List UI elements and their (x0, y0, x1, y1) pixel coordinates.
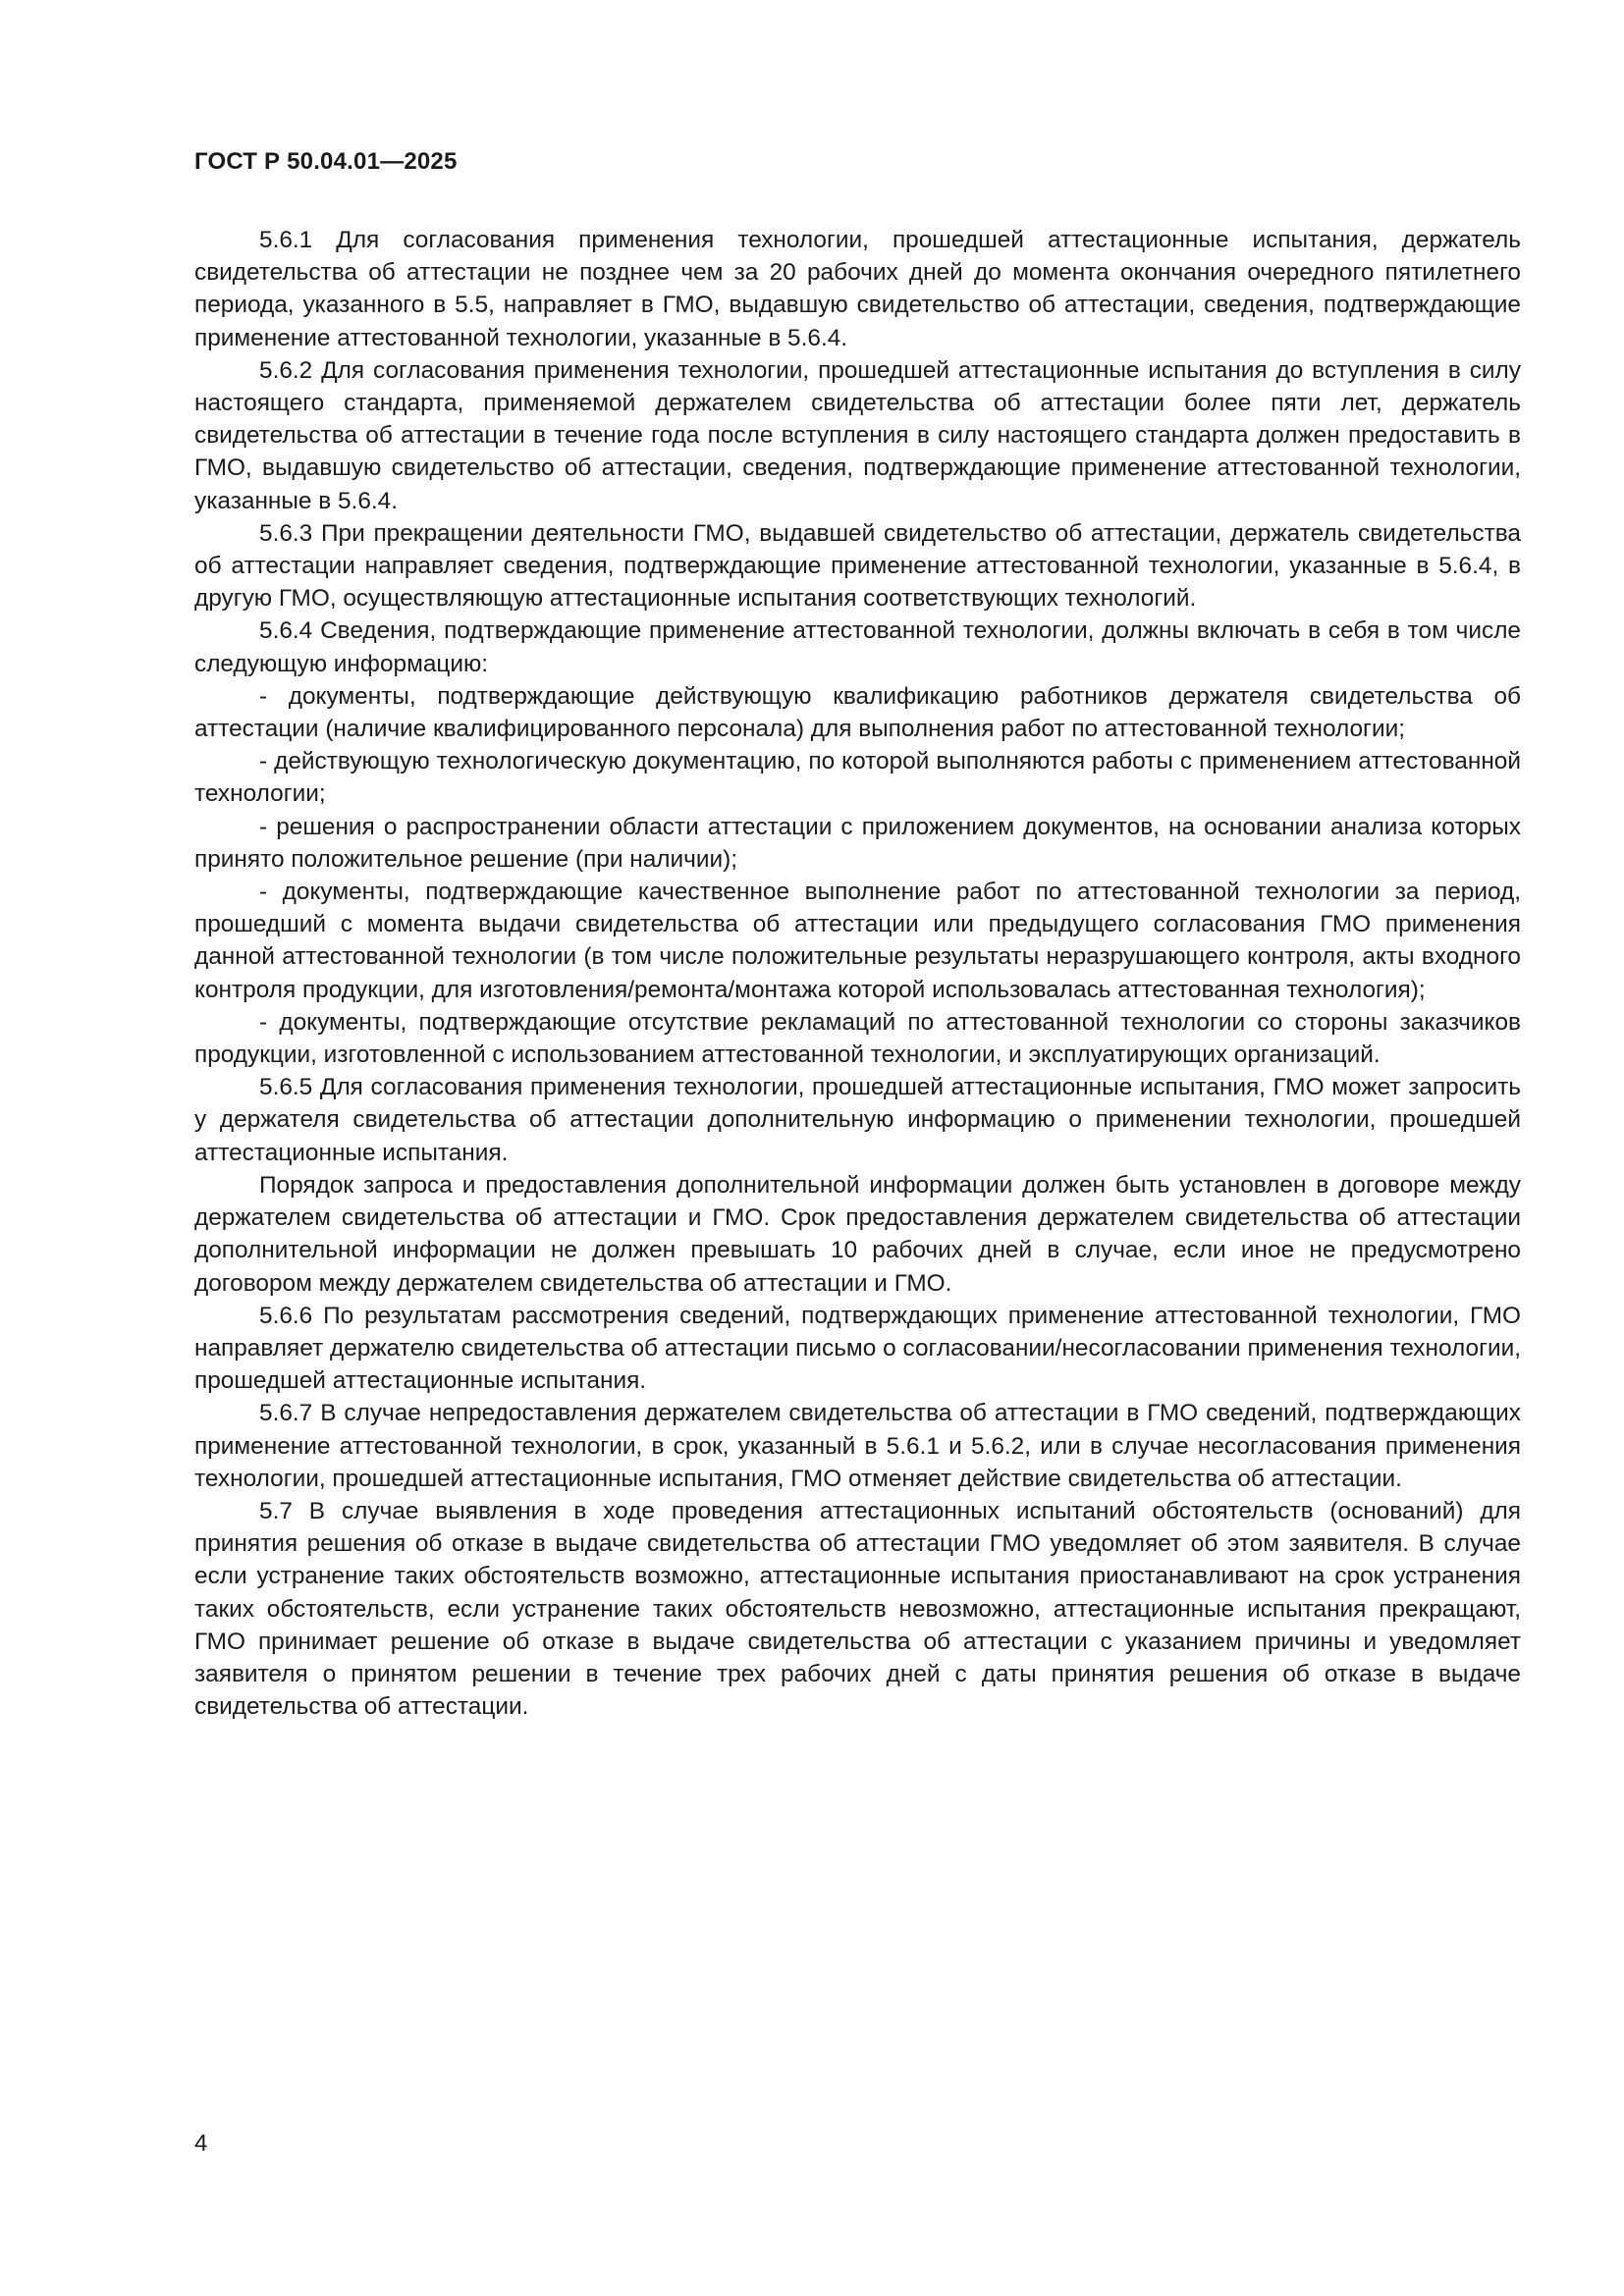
document-header: ГОСТ Р 50.04.01—2025 (194, 148, 458, 175)
paragraph-5-6-1: 5.6.1 Для согласования применения технологии, прошедшей аттестационные испытания, держатель свидетельства об аттестации не позднее чем за 20 рабочих дней до момента окончания очередного пятилетнего периода, указанного в 5.5, направляет в ГМО, выдавшую свидетельство об аттестации, сведения, подтверждающие применение аттестованной технологии, указанные в 5.6.4. (194, 227, 1521, 351)
list-item-qualification: - документы, подтверждающие действующую квалификацию работников держателя свидетельства об аттестации (наличие квалифицированного персонала) для выполнения работ по аттестованной технологии; (194, 682, 1521, 743)
paragraph-5-6-5: 5.6.5 Для согласования применения технологии, прошедшей аттестационные испытания, ГМО может запросить у держателя свидетельства об аттестации дополнительную информацию о применении технологии, прошедшей аттестационные испытания. (194, 1074, 1521, 1166)
paragraph-5-6-4: 5.6.4 Сведения, подтверждающие применение аттестованной технологии, должны включать в себя в том числе следующую информацию: (194, 617, 1521, 677)
paragraph-request-procedure: Порядок запроса и предоставления дополнительной информации должен быть установлен в договоре между держателем свидетельства об аттестации и ГМО. Срок предоставления держателем свидетельства об аттестации дополнительной информации не должен превышать 10 рабочих дней в случае, если иное не предусмотрено договором между держателем свидетельства об аттестации и ГМО. (194, 1171, 1521, 1297)
paragraph-5-6-2: 5.6.2 Для согласования применения технологии, прошедшей аттестационные испытания до вступления в силу настоящего стандарта, применяемой держателем свидетельства об аттестации более пяти лет, держатель свидетельства об аттестации в течение года после вступления в силу настоящего стандарта должен предоставить в ГМО, выдавшую свидетельство об аттестации, сведения, подтверждающие применение аттестованной технологии, указанные в 5.6.4. (194, 356, 1521, 514)
list-item-no-complaints: - документы, подтверждающие отсутствие рекламаций по аттестованной технологии со стороны заказчиков продукции, изготовленной с использованием аттестованной технологии, и эксплуатирующих организаций. (194, 1008, 1521, 1069)
list-item-area-extension: - решения о распространении области аттестации с приложением документов, на основании анализа которых принято положительное решение (при наличии); (194, 813, 1521, 873)
document-body (194, 224, 1521, 1723)
paragraph-5-6-7: 5.6.7 В случае непредоставления держателем свидетельства об аттестации в ГМО сведений, подтверждающих применение аттестованной технологии, в срок, указанный в 5.6.1 и 5.6.2, или в случае несогласования применения технологии, прошедшей аттестационные испытания, ГМО отменяет действие свидетельства об аттестации. (194, 1400, 1521, 1492)
paragraph-5-6-3: 5.6.3 При прекращении деятельности ГМО, выдавшей свидетельство об аттестации, держатель свидетельства об аттестации направляет сведения, подтверждающие применение аттестованной технологии, указанные в 5.6.4, в другую ГМО, осуществляющую аттестационные испытания соответствующих технологий. (194, 519, 1521, 613)
list-item-tech-documentation: - действующую технологическую документацию, по которой выполняются работы с применением аттестованной технологии; (194, 748, 1521, 808)
page-number: 4 (194, 2130, 208, 2157)
paragraph-5-7: 5.7 В случае выявления в ходе проведения аттестационных испытаний обстоятельств (оснований) для принятия решения об отказе в выдаче свидетельства об аттестации ГМО уведомляет об этом заявителя. В случае если устранение таких обстоятельств возможно, аттестационные испытания приостанавливают на срок устранения таких обстоятельств, если устранение таких обстоятельств невозможно, аттестационные испытания прекращают, ГМО принимает решение об отказе в выдаче свидетельства об аттестации с указанием причины и уведомляет заявителя о принятом решении в течение трех рабочих дней с даты принятия решения об отказе в выдаче свидетельства об аттестации. (194, 1497, 1521, 1721)
list-item-quality-docs: - документы, подтверждающие качественное выполнение работ по аттестованной технологии за период, прошедший с момента выдачи свидетельства об аттестации или предыдущего согласования ГМО применения данной аттестованной технологии (в том числе положительные результаты неразрушающего контроля, акты входного контроля продукции, для изготовления/ремонта/монтажа которой использовалась аттестованная технология); (194, 879, 1521, 1003)
paragraph-5-6-6: 5.6.6 По результатам рассмотрения сведений, подтверждающих применение аттестованной технологии, ГМО направляет держателю свидетельства об аттестации письмо о согласовании/несогласовании применения технологии, прошедшей аттестационные испытания. (194, 1302, 1521, 1395)
